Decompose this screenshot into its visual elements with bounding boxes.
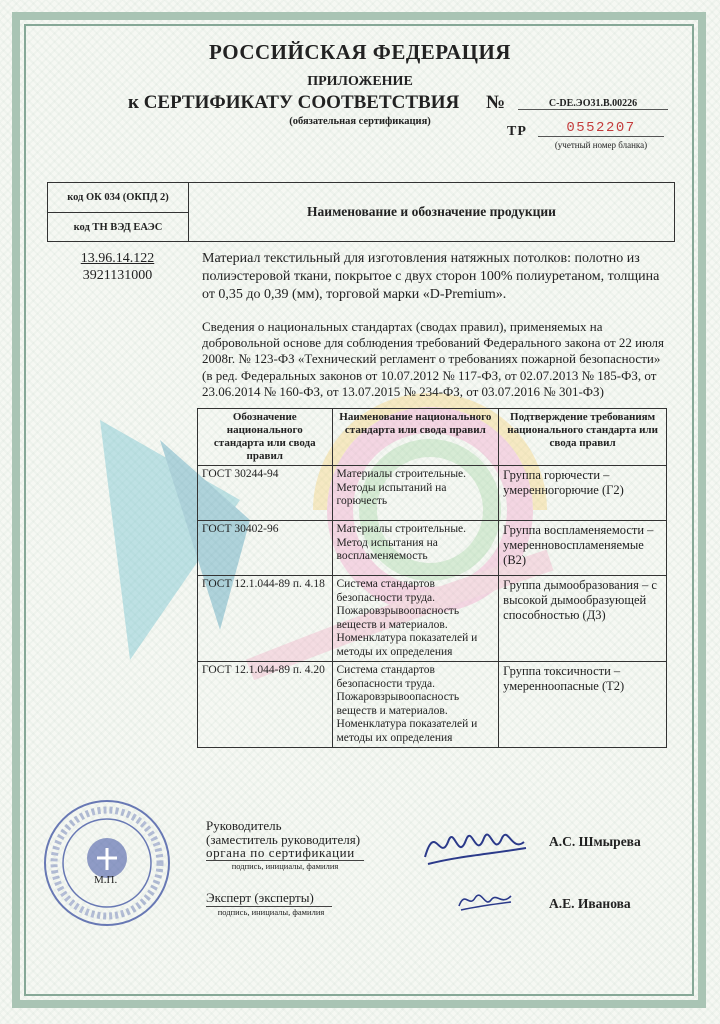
head-title: Руководитель [206, 818, 282, 833]
seal-label: М.П. [94, 874, 118, 886]
standard-code: ГОСТ 30402-96 [198, 521, 333, 576]
standard-code: ГОСТ 12.1.044-89 п. 4.20 [198, 662, 333, 748]
mandatory-note: (обязательная сертификация) [289, 116, 431, 127]
blank-number-note: (учетный номер бланка) [554, 140, 648, 150]
table-row [198, 576, 667, 662]
tnved-code: 3921131000 [82, 268, 153, 283]
code-header-table [47, 182, 675, 242]
standards-info: Сведения о национальных стандартах (сводах правил), применяемых на добровольной основе для соблюдения требований Федерального закона от 22 июля 2008г. № 123-ФЗ «Технический регламент о требованиях пожарной безопасности» (в ред. Федеральных законов от 10.07.2012 № 117-ФЗ, от 02.07.2013 № 185-ФЗ, от 23.06.2014 № 160-ФЗ, от 13.07.2015 № 234-ФЗ, от 03.07.2016 № 301-ФЗ) [202, 319, 664, 399]
expert-title: Эксперт (эксперты) [206, 890, 314, 905]
col-name-header: Наименование национального стандарта или свода правил [332, 409, 499, 466]
standard-code: ГОСТ 30244-94 [198, 466, 333, 521]
standard-name: Материалы строительные. Методы испытаний на горючесть [332, 466, 499, 521]
tp-label: ТР [507, 124, 527, 139]
expert-signature [455, 884, 515, 914]
head-signature-caption: подпись, инициалы, фамилия [231, 861, 339, 871]
standard-code: ГОСТ 12.1.044-89 п. 4.18 [198, 576, 333, 662]
head-signature [420, 812, 530, 872]
col-confirm-header: Подтверждение требованиям национального стандарта или свода правил [499, 409, 667, 466]
certificate-title: к СЕРТИФИКАТУ СООТВЕТСТВИЯ [128, 92, 460, 113]
expert-name: А.Е. Иванова [549, 896, 631, 911]
number-sign: № [486, 92, 506, 113]
appendix-title: ПРИЛОЖЕНИЕ [307, 74, 413, 89]
certification-stamp [42, 798, 172, 928]
head-name: А.С. Шмырева [549, 834, 641, 849]
table-row [198, 466, 667, 521]
table-row [198, 521, 667, 576]
okpd-code-label: код ОК 034 (ОКПД 2) [48, 183, 188, 213]
country-title: РОССИЙСКАЯ ФЕДЕРАЦИЯ [209, 40, 511, 64]
code-column [48, 183, 189, 241]
col-designation-header: Обозначение национального стандарта или свода правил [198, 409, 333, 466]
standard-name: Система стандартов безопасности труда. Пожаровзрывоопасность веществ и материалов. Номенклатура показателей и методы их определения [332, 662, 499, 748]
table-row [198, 662, 667, 748]
head-organ: органа по сертификации [206, 845, 355, 860]
okpd-code: 13.96.14.122 [80, 251, 155, 266]
standard-name: Материалы строительные. Метод испытания на воспламеняемость [332, 521, 499, 576]
certificate-number: C-DE.ЭО31.В.00226 [518, 98, 668, 110]
product-header: Наименование и обозначение продукции [307, 204, 556, 219]
head-subtitle: (заместитель руководителя) [206, 832, 361, 847]
table-header-row [198, 409, 667, 466]
standard-confirm: Группа воспламеняемости – умеренновоспламеняемые (В2) [499, 521, 667, 576]
blank-number: 0552207 [538, 120, 664, 137]
product-description: Материал текстильный для изготовления натяжных потолков: полотно из полиэстеровой ткани, покрытое с двух сторон 100% полиуретаном, толщина от 0,35 до 0,39 (мм), торговой марки «D-Premium». [202, 251, 660, 302]
standard-name: Система стандартов безопасности труда. Пожаровзрывоопасность веществ и материалов. Номенклатура показателей и методы их определения [332, 576, 499, 662]
standard-confirm: Группа токсичности – умеренноопасные (Т2) [499, 662, 667, 748]
tnved-code-label: код ТН ВЭД ЕАЭС [73, 222, 163, 233]
expert-signature-caption: подпись, инициалы, фамилия [217, 907, 325, 917]
standard-confirm: Группа дымообразования – с высокой дымообразующей способностью (Д3) [499, 576, 667, 662]
standard-confirm: Группа горючести – умеренногорючие (Г2) [499, 466, 667, 521]
standards-table [197, 408, 667, 748]
